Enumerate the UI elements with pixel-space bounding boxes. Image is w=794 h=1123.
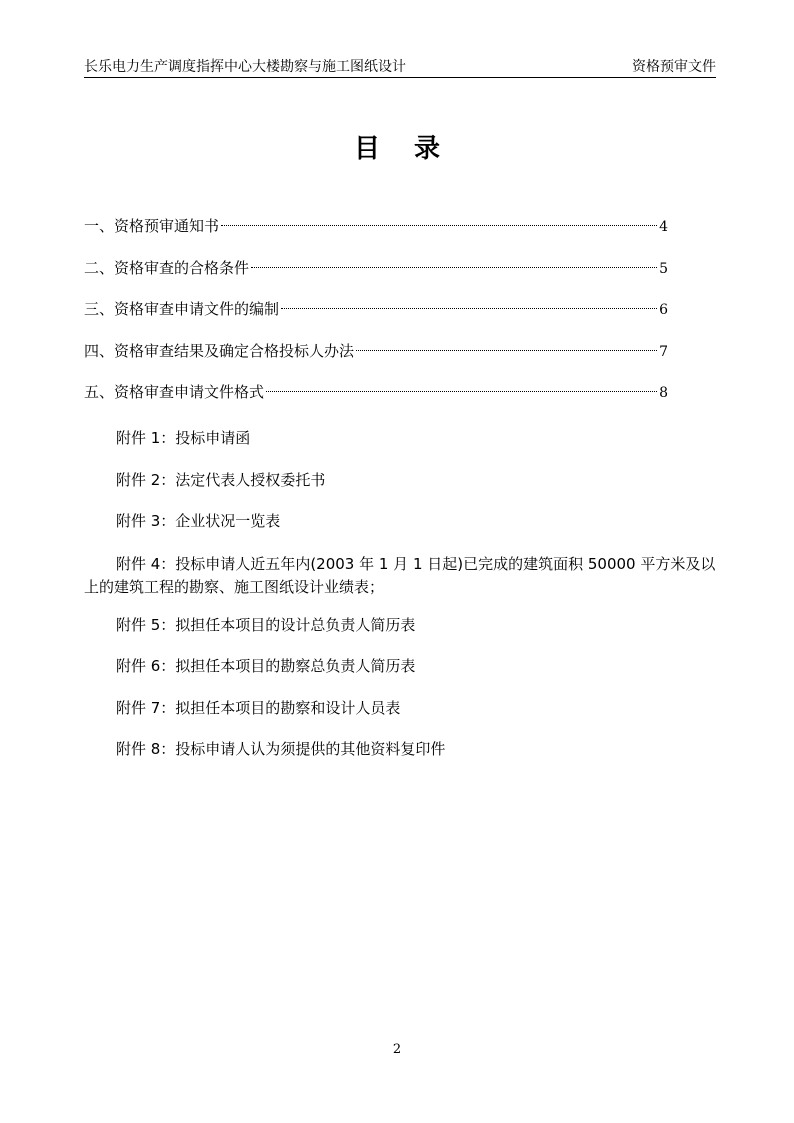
toc-entry-label: 三、资格审查申请文件的编制	[84, 300, 280, 318]
attachment-item-5: 附件 5：拟担任本项目的设计总负责人简历表	[116, 615, 416, 634]
toc-entry-5[interactable]	[84, 382, 668, 402]
page-title: 目录	[353, 134, 474, 164]
attachment-list	[84, 428, 720, 781]
attachment-item-3: 附件 3：企业状况一览表	[116, 512, 281, 530]
toc-entry-page: 7	[659, 343, 668, 360]
toc-entry-page: 8	[659, 385, 668, 401]
toc-entry-3[interactable]	[84, 299, 668, 319]
header-document-type: 资格预审文件	[632, 59, 716, 75]
toc-leader-dots	[356, 350, 657, 351]
attachment-item-6: 附件 6：拟担任本项目的勘察总负责人简历表	[116, 657, 416, 675]
table-of-contents	[84, 216, 668, 424]
toc-entry-page: 6	[659, 302, 668, 318]
toc-leader-dots	[251, 267, 657, 268]
toc-entry-2[interactable]	[84, 258, 668, 278]
page-header	[84, 56, 716, 78]
toc-entry-page: 4	[659, 219, 668, 235]
toc-entry-label: 五、资格审查申请文件格式	[84, 383, 265, 401]
toc-entry-label: 一、资格预审通知书	[84, 217, 220, 235]
toc-leader-dots	[221, 225, 657, 226]
attachment-item-1: 附件 1：投标申请函	[116, 429, 251, 447]
attachment-item-4: 附件 4：投标申请人近五年内(2003 年 1 月 1 日起)已完成的建筑面积 50000 平方米及以上的建筑工程的勘察、施工图纸设计业绩表；	[84, 554, 716, 596]
toc-entry-label: 四、资格审查结果及确定合格投标人办法	[84, 341, 355, 360]
header-project-title: 长乐电力生产调度指挥中心大楼勘察与施工图纸设计	[84, 59, 406, 75]
toc-entry-4[interactable]	[84, 341, 668, 361]
toc-entry-label: 二、资格审查的合格条件	[84, 258, 250, 277]
page-number: 2	[392, 1042, 402, 1057]
toc-leader-dots	[266, 391, 657, 392]
toc-leader-dots	[281, 308, 657, 309]
attachment-item-2: 附件 2：法定代表人授权委托书	[116, 470, 326, 489]
attachment-item-7: 附件 7：拟担任本项目的勘察和设计人员表	[116, 698, 401, 717]
toc-entry-1[interactable]	[84, 216, 668, 236]
attachment-item-8: 附件 8：投标申请人认为须提供的其他资料复印件	[116, 740, 446, 758]
toc-entry-page: 5	[659, 260, 668, 277]
